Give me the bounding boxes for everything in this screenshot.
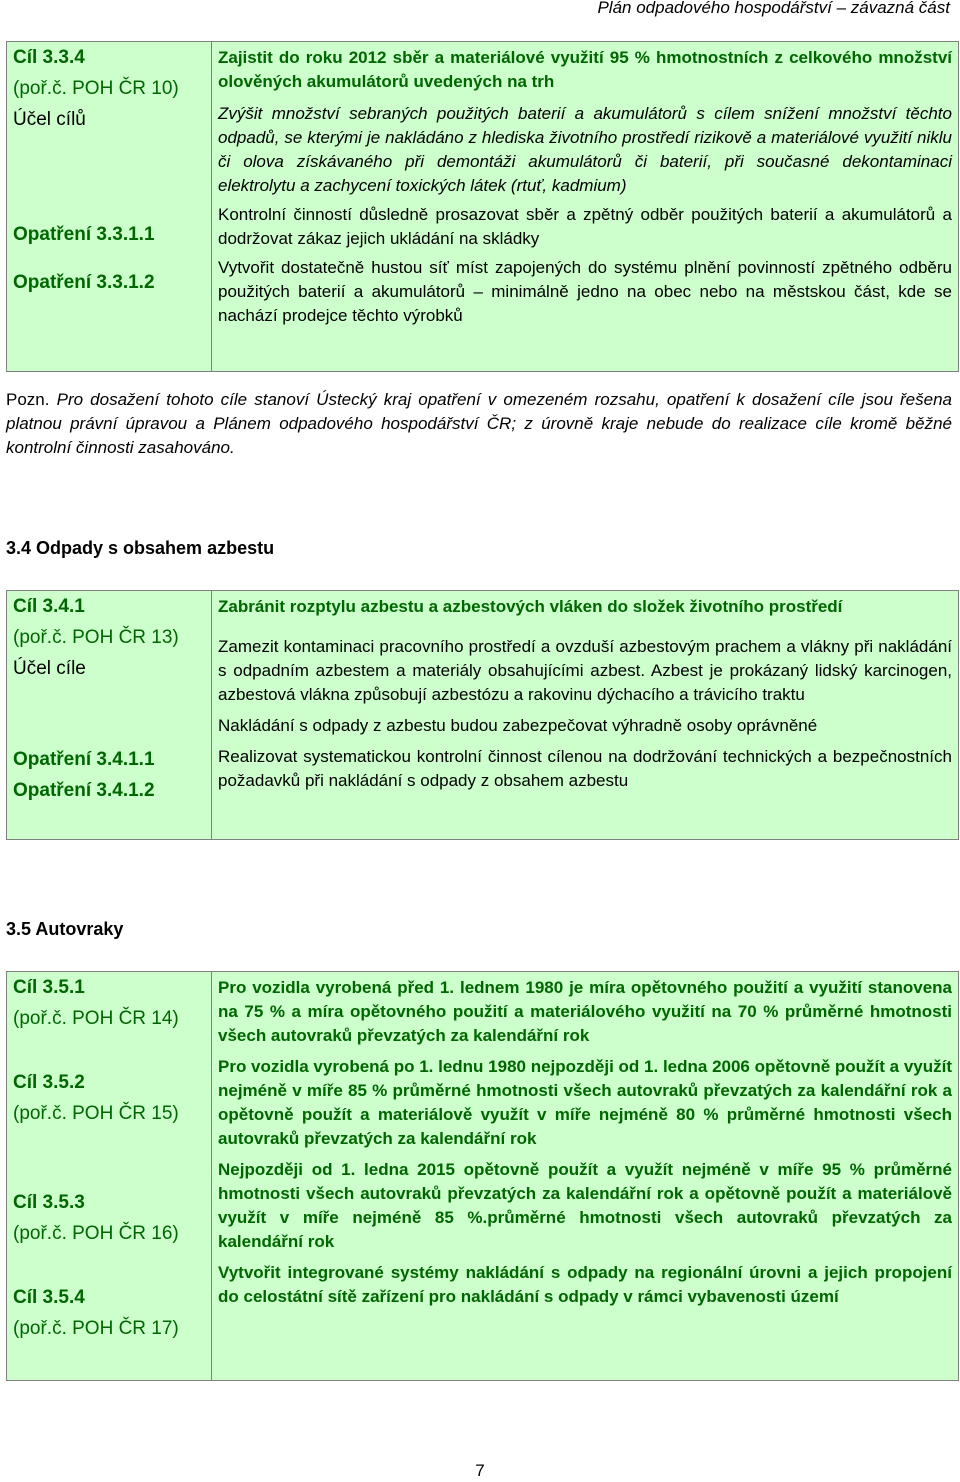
- document-header: Plán odpadového hospodářství – závazná část: [597, 0, 950, 17]
- purpose-text: Zvýšit množství sebraných použitých baterií a akumulátorů s cílem snížení množství těchto odpadů, se kterými je nakládáno z hlediska životního prostředí rizikově a materiálové využití niklu či olova získávaného při demontáži akumulátorů či baterií, při současné dekontaminaci elektrolytu a zachycení toxických látek (rtuť, kadmium): [218, 104, 952, 195]
- measure-text: Realizovat systematickou kontrolní činnost cílenou na dodržování technických a bezpečnostních požadavků při nakládání s odpady z obsahem azbestu: [218, 747, 952, 790]
- goal-text: Vytvořit integrované systémy nakládání s odpady na regionální úrovni a jejich propojení do celostátní sítě zařízení pro nakládání s odpady v rámci vybavenosti území: [218, 1263, 952, 1306]
- goal-ref: (poř.č. POH ČR 10): [13, 78, 179, 99]
- measure-label: Opatření 3.3.1.1: [13, 224, 155, 245]
- measure-label: Opatření 3.4.1.1: [13, 749, 155, 770]
- section-heading-3-5: 3.5 Autovraky: [6, 919, 124, 939]
- purpose-label: Účel cílů: [13, 109, 86, 130]
- note-paragraph: [6, 388, 952, 460]
- measure-label: Opatření 3.4.1.2: [13, 780, 155, 801]
- measure-text: Vytvořit dostatečně hustou síť míst zapojených do systému plnění povinností zpětného odběru použitých baterií a akumulátorů – minimálně jedno na obec nebo na městskou část, kde se nachází prodejce těchto výrobků: [218, 258, 952, 325]
- goal-ref: (poř.č. POH ČR 17): [13, 1318, 179, 1339]
- goal-table-3-4-1: [6, 590, 959, 840]
- goal-ref: (poř.č. POH ČR 14): [13, 1008, 179, 1029]
- purpose-label: Účel cíle: [13, 658, 86, 679]
- goal-label-cell: [7, 591, 212, 840]
- goal-label: Cíl 3.4.1: [13, 596, 85, 617]
- goal-text: Zabránit rozptylu azbestu a azbestových vláken do složek životního prostředí: [218, 597, 843, 616]
- goal-label: Cíl 3.5.3: [13, 1192, 85, 1213]
- goal-label-cell: [7, 972, 212, 1381]
- goal-ref: (poř.č. POH ČR 16): [13, 1223, 179, 1244]
- page-number: 7: [475, 1461, 485, 1480]
- goal-label: Cíl 3.5.2: [13, 1072, 85, 1093]
- goal-ref: (poř.č. POH ČR 13): [13, 627, 179, 648]
- purpose-text: Zamezit kontaminaci pracovního prostředí a ovzduší azbestovým prachem a vlákny při nakládání s odpadním azbestem a materiály obsahujícími azbest. Azbest je prokázaný lidský karcinogen, azbestová vlákna způsobují azbestózu a rakovinu dýchacího a trávicího traktu: [218, 637, 952, 704]
- goal-label: Cíl 3.3.4: [13, 47, 85, 68]
- goal-label: Cíl 3.5.4: [13, 1287, 85, 1308]
- goal-label-cell: [7, 42, 212, 372]
- goal-text-cell: [212, 42, 959, 372]
- goal-text: Nejpozději od 1. ledna 2015 opětovně použít a využít nejméně v míře 95 % průměrné hmotnosti všech autovraků převzatých za kalendářní rok a opětovně použít a materiálově využít v míře nejméně 85 %.průměrné hmotnosti všech autovraků převzatých za kalendářní rok: [218, 1160, 952, 1251]
- goal-table-3-5: [6, 971, 959, 1381]
- note-prefix: Pozn.: [6, 390, 50, 409]
- goal-ref: (poř.č. POH ČR 15): [13, 1103, 179, 1124]
- measure-text: Nakládání s odpady z azbestu budou zabezpečovat výhradně osoby oprávněné: [218, 716, 818, 735]
- goal-text-cell: [212, 972, 959, 1381]
- goal-text-cell: [212, 591, 959, 840]
- measure-label: Opatření 3.3.1.2: [13, 272, 155, 293]
- goal-text: Pro vozidla vyrobená před 1. lednem 1980 je míra opětovného použití a využití stanovena na 75 % a míra opětovného použití a materiálového využití na 70 % průměrné hmotnosti všech autovraků převzatých za kalendářní rok: [218, 978, 952, 1045]
- section-heading-3-4: 3.4 Odpady s obsahem azbestu: [6, 538, 275, 558]
- goal-text: Pro vozidla vyrobená po 1. lednu 1980 nejpozději od 1. ledna 2006 opětovně použít a využít nejméně v míře 85 % průměrné hmotnosti všech autovraků převzatých za kalendářní rok a opětovně použít a materiálově využít v míře nejméně 80 % průměrné hmotnosti všech autovraků převzatých za kalendářní rok: [218, 1057, 953, 1148]
- measure-text: Kontrolní činností důsledně prosazovat sběr a zpětný odběr použitých baterií a akumulátorů a dodržovat zákaz jejich ukládání na skládky: [218, 205, 952, 248]
- goal-table-3-3-4: [6, 41, 959, 372]
- note-text: Pro dosažení tohoto cíle stanoví Ústecký kraj opatření v omezeném rozsahu, opatření k dosažení cíle jsou řešena platnou právní úpravou a Plánem odpadového hospodářství ČR; z úrovně kraje nebude do realizace cíle kromě běžné kontrolní činnosti zasahováno.: [6, 390, 952, 457]
- goal-text: Zajistit do roku 2012 sběr a materiálové využití 95 % hmotnostních z celkového množství olověných akumulátorů uvedených na trh: [218, 48, 952, 91]
- goal-label: Cíl 3.5.1: [13, 977, 85, 998]
